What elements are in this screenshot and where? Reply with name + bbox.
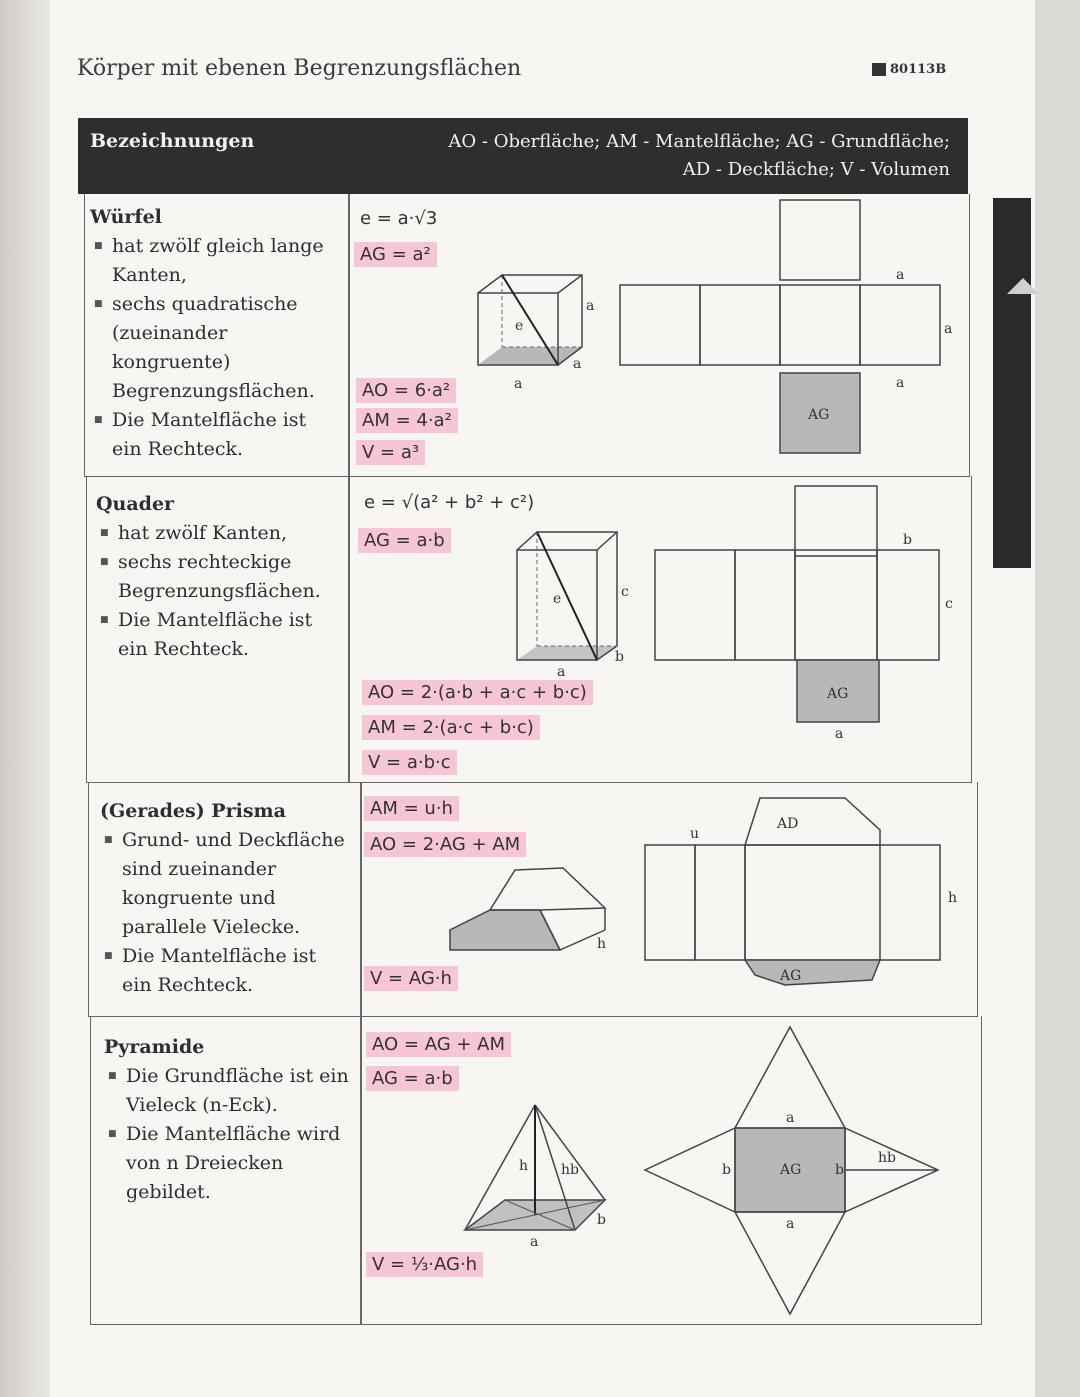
quader-formula-ag: AG = a·b (358, 528, 451, 553)
wuerfel-net (610, 195, 970, 470)
wuerfel-net-label-ag: AG (808, 407, 830, 423)
quader-formula-e: e = √(a² + b² + c²) (364, 492, 535, 513)
wuerfel-bullet-1: ■ hat zwölf gleich lange Kanten, (112, 232, 340, 290)
page-title: Körper mit ebenen Begrenzungsflächen (77, 56, 522, 81)
pyramide-figure (455, 1100, 625, 1250)
column-divider (348, 194, 350, 782)
quader-bullet-1: ■ hat zwölf Kanten, (118, 519, 346, 548)
prisma-label-h: h (597, 936, 607, 952)
quader-figure (505, 520, 645, 680)
legend-line-1: AO - Oberfläche; AM - Mantelfläche; AG - Grundfläche; (448, 131, 950, 152)
prisma-net-label-h: h (948, 890, 958, 906)
pyramide-formula-v: V = ⅓·AG·h (366, 1252, 483, 1277)
quader-net-label-a: a (835, 726, 844, 742)
wuerfel-formula-ao: AO = 6·a² (356, 378, 456, 403)
wuerfel-bullet-2: ■ sechs quadratische (zueinander kongruente) Begrenzungsflächen. (112, 290, 340, 406)
quader-label-e: e (553, 591, 562, 607)
wuerfel-label-e: e (515, 318, 524, 334)
wuerfel-formula-am: AM = 4·a² (356, 408, 458, 433)
quader-label-b: b (615, 649, 624, 665)
prisma-description (100, 797, 350, 1000)
legend-line-2: AD - Deckfläche; V - Volumen (682, 159, 950, 180)
quader-description (96, 490, 346, 664)
prisma-net (640, 790, 970, 1000)
wuerfel-net-label-a3: a (896, 375, 905, 391)
quader-net-label-ag: AG (827, 686, 849, 702)
prisma-formula-v: V = AG·h (364, 966, 458, 991)
wuerfel-label-a2: a (573, 356, 582, 372)
prisma-net-label-ad: AD (777, 816, 799, 832)
pyramide-label-h: h (519, 1158, 529, 1174)
quader-formula-ao: AO = 2·(a·b + a·c + b·c) (362, 680, 593, 705)
book-icon (872, 63, 886, 76)
prisma-title: (Gerades) Prisma (100, 800, 286, 822)
pyramide-net-label-a1: a (786, 1110, 795, 1126)
wuerfel-label-a3: a (514, 376, 523, 392)
wuerfel-net-label-a2: a (944, 321, 953, 337)
pyramide-label-a: a (530, 1234, 539, 1250)
quader-net-label-b: b (903, 532, 912, 548)
wuerfel-label-a1: a (586, 298, 595, 314)
pyramide-bullet-1: ■ Die Grundfläche ist ein Vieleck (n-Eck). (126, 1062, 354, 1120)
pyramide-formula-ag: AG = a·b (366, 1066, 459, 1091)
pyramide-description (104, 1033, 354, 1207)
pyramide-net-label-b2: b (835, 1162, 844, 1178)
header-legend (448, 128, 950, 184)
pyramide-net (640, 1022, 950, 1322)
quader-bullet-2: ■ sechs rechteckige Begrenzungsflächen. (118, 548, 346, 606)
book-code (872, 62, 946, 77)
column-divider-2 (360, 782, 362, 1324)
pyramide-net-label-a2: a (786, 1216, 795, 1232)
prisma-formula-ao: AO = 2·AG + AM (364, 832, 526, 857)
wuerfel-figure (470, 255, 595, 395)
prisma-formula-am: AM = u·h (364, 796, 459, 821)
quader-label-c: c (621, 584, 629, 600)
wuerfel-title: Würfel (90, 206, 162, 228)
wuerfel-bullet-3: ■ Die Mantelfläche ist ein Rechteck. (112, 406, 340, 464)
quader-bullet-3: ■ Die Mantelfläche ist ein Rechteck. (118, 606, 346, 664)
book-code-text: 80113B (890, 62, 947, 77)
quader-net-label-c: c (945, 596, 953, 612)
wuerfel-net-label-a1: a (896, 267, 905, 283)
wuerfel-formula-ag: AG = a² (354, 242, 437, 267)
pyramide-label-hb: hb (561, 1162, 579, 1178)
page-edge-shadow (0, 0, 50, 1397)
quader-formula-am: AM = 2·(a·c + b·c) (362, 715, 540, 740)
quader-title: Quader (96, 493, 175, 515)
table-header (78, 118, 968, 194)
wuerfel-formula-v: V = a³ (356, 440, 425, 465)
pyramide-label-b: b (597, 1212, 606, 1228)
prisma-net-label-u: u (690, 826, 700, 842)
prisma-figure (445, 860, 615, 960)
quader-net (645, 480, 965, 740)
wuerfel-description (90, 203, 340, 464)
pyramide-formula-ao: AO = AG + AM (366, 1032, 511, 1057)
wuerfel-formula-e: e = a·√3 (360, 208, 438, 229)
prisma-bullet-2: ■ Die Mantelfläche ist ein Rechteck. (122, 942, 350, 1000)
quader-label-a: a (557, 664, 566, 680)
pyramide-net-label-hb: hb (878, 1150, 896, 1166)
pyramide-net-label-b1: b (722, 1162, 731, 1178)
quader-formula-v: V = a·b·c (362, 750, 457, 775)
pyramide-title: Pyramide (104, 1036, 205, 1058)
pyramide-net-label-ag: AG (780, 1162, 802, 1178)
prisma-net-label-ag: AG (780, 968, 802, 984)
prisma-bullet-1: ■ Grund- und Deckfläche sind zueinander kongruente und parallele Vielecke. (122, 826, 350, 942)
pyramide-bullet-2: ■ Die Mantelfläche wird von n Dreiecken gebildet. (126, 1120, 354, 1207)
header-label: Bezeichnungen (90, 130, 255, 152)
triangle-icon (1007, 278, 1039, 294)
side-tab (993, 198, 1031, 568)
